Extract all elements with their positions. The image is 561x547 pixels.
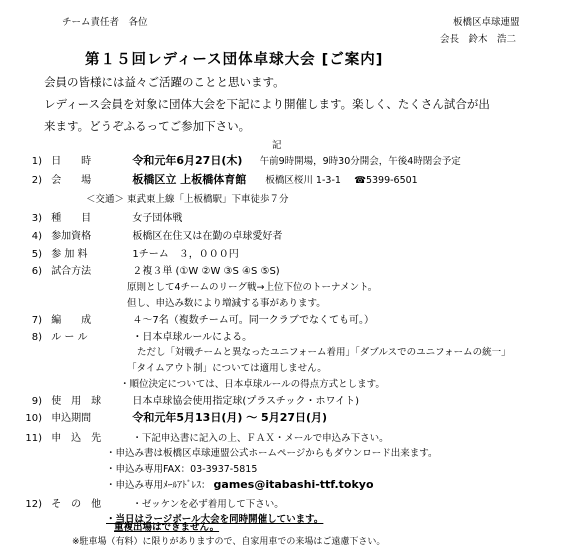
item-number: 5) [31,249,42,260]
item-value: 1チーム ３，０００円 [132,249,239,260]
intro-line-3: 来ます。どうぞふるってご参加下さい。 [44,119,251,133]
item-label: ル ー ル [51,332,88,343]
item-number: 11) [25,433,42,444]
item-row-format [14,262,280,277]
application-period: 令和元年5月13日(月) ～ 5月27日(月) [132,411,328,424]
item-row-eligibility [14,227,282,242]
item-number: 8) [31,332,42,343]
parking-note: ※駐車場（有料）に限りがありますので、自家用車での来場はご遠慮下さい。 [72,537,386,547]
intro-line-2: レディース会員を対象に団体大会を下記により開催します。楽しく、たくさん試合が出 [44,97,490,111]
item-number: 1) [31,156,42,167]
recipient-line: チーム責任者 各位 [62,17,148,28]
item-label: 日 時 [51,156,92,167]
item-row-fee [14,245,239,260]
item-label: 試合方法 [51,266,92,277]
item-label: 編 成 [51,315,92,326]
president-name: 会長 鈴木 浩二 [440,34,517,45]
access-info: ＜交通＞ 東武東上線「上板橋駅」下車徒歩７分 [86,194,289,205]
item-value: ・日本卓球ルールによる。 [132,332,253,343]
item-label: 種 目 [51,213,92,224]
intro-line-1: 会員の皆様には益々ご活躍のことと思います。 [44,75,285,89]
fax-number: ・申込み専用FAX：03-3937-5815 [106,464,258,475]
email-line [106,477,374,491]
rules-line-4: ・順位決定については、日本卓球ルールの得点方式とします。 [120,379,385,390]
item-label: そ の 他 [51,499,102,510]
item-value: ・ゼッケンを必ず着用して下さい。 [132,499,284,510]
rules-line-3: 「タイムアウト制」については適用しません。 [127,363,327,374]
item-value: ・下記申込書に記入の上、ＦＡＸ・メールで申込み下さい。 [132,433,389,444]
email-label: ・申込み専用ﾒｰﾙｱﾄﾞﾚｽ： [106,480,211,491]
item-row-ball [14,392,359,407]
item-number: 6) [31,266,42,277]
item-label: 参加資格 [51,231,92,242]
organization-name: 板橋区卓球連盟 [453,17,520,28]
venue-phone: ☎5399-6501 [354,175,418,186]
item-row-category [14,209,182,224]
item-row-composition [14,311,374,326]
event-date: 令和元年6月27日(木) [132,154,243,167]
item-number: 3) [31,213,42,224]
item-number: 9) [31,396,42,407]
item-number: 12) [25,499,42,510]
item-row-other [14,495,284,510]
item-label: 会 場 [51,175,92,186]
venue-name: 板橋区立 上板橋体育館 [132,173,247,186]
item-number: 2) [31,175,42,186]
item-label: 申込期間 [51,413,92,424]
item-row-application-period [14,409,327,425]
rules-line-2: ただし「対戦チームと異なったユニフォーム着用」「ダブルスでのユニフォームの統一」 [137,347,511,358]
item-number: 7) [31,315,42,326]
item-number: 4) [31,231,42,242]
item-row-venue [14,171,418,187]
application-line-2: ・申込み書は板橋区卓球連盟公式ホームページからもダウンロード出来ます。 [106,448,438,459]
venue-address: 板橋区桜川 1-3-1 [265,175,341,186]
no-double-entry: 重複出場はできません。 [114,522,220,533]
item-label: 使 用 球 [51,396,102,407]
schedule-text: 午前9時開場，9時30分開会，午後4時閉会予定 [259,156,461,167]
page-title: 第１５回レディース団体卓球大会 [ご案内] [85,52,384,68]
item-row-date [14,152,461,168]
large-ball-notice: ・当日はラージボール大会を同時開催しています。 [106,514,324,525]
item-label: 申 込 先 [51,433,102,444]
item-value: ４～7名（複数チーム可。同一クラブでなくても可。） [132,315,375,326]
format-line-2: 原則として4チームのリーグ戦→上位下位のトーナメント。 [127,282,378,293]
item-value: ２複３単 (①W ②W ③S ④S ⑤S) [132,266,280,277]
item-value: 板橋区在住又は在勤の卓球愛好者 [132,231,283,242]
item-number: 10) [25,413,42,424]
item-row-rules [14,328,252,343]
email-address-link[interactable]: games@itabashi-ttf.tokyo [213,478,374,491]
format-line-3: 但し、申込み数により増減する事があります。 [127,298,326,309]
ki-mark: 記 [272,140,282,151]
item-label: 参 加 料 [51,249,88,260]
item-value: 女子団体戦 [132,213,183,224]
item-value: 日本卓球協会使用指定球(プラスチック・ホワイト) [132,396,360,407]
item-row-application-to [14,429,389,444]
